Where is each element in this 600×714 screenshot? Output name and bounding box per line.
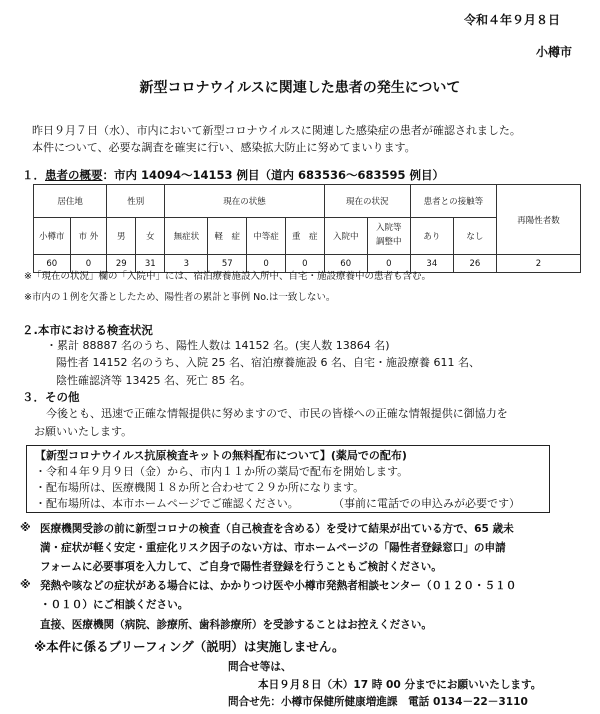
value-contact-no: 26 [453,255,496,273]
header-contact: 患者との接触等 [410,185,496,218]
notice-1-line-2: 満・症状が軽く安定・重症化リスク因子のない方は、市ホームページの「陽性者登録窓口」の申請 [40,542,506,554]
sub-header-outside-city: 市 外 [70,218,107,255]
testing-line-3: 陰性確認済等 13425 名、死亡 85 名。 [56,374,251,387]
notice-mark-2: ※ [20,578,31,591]
briefing-notice: ※本件に係るブリーフィング（説明）は実施しません。 [34,639,345,654]
sub-header-severe: 重 症 [285,218,324,255]
notice-2-line-1: 発熱や咳などの症状がある場合には、かかりつけ医や小樽市発熱者相談センター（０１２０・５１０ [40,580,517,592]
value-mild: 57 [208,255,247,273]
sub-header-contact-no: なし [453,218,496,255]
contact-deadline: 本日９月８日（木）17 時 00 分までにお願いいたします。 [258,679,542,691]
other-line-2: お願いいたします。 [34,425,133,438]
sub-header-contact-yes: あり [410,218,453,255]
issuer-name: 小樽市 [535,45,572,59]
test-kit-line-1: ・令和４年９月９日（金）から、市内１１か所の薬局で配布を開始します。 [35,465,409,478]
value-otaru: 60 [34,255,71,273]
value-severe: 0 [285,255,324,273]
section-2-heading: ２.本市における検査状況 [22,323,153,337]
notice-1-line-3: フォームに必要事項を入力して、ご自身で陽性者登録を行うこともご検討ください。 [40,561,442,573]
contact-intro: 問合せ等は、 [228,661,292,673]
other-line-1: 今後とも、迅速で正確な情報提供に努めますので、市民の皆様への正確な情報提供に御協力を [46,407,508,420]
testing-line-2: 陽性者 14152 名のうち、入院 25 名、宿泊療養施設 6 名、自宅・施設療養 611 名、 [56,356,480,369]
notice-1-line-1: 医療機関受診の前に新型コロナの検査（自己検査を含める）を受けて結果が出ている方で、65 歳未 [40,523,514,535]
header-residence: 居住地 [34,185,107,218]
header-current-condition: 現在の状態 [165,185,324,218]
value-hospitalized: 60 [324,255,367,273]
table-note-2: ※市内の１例を欠番としたため、陽性者の累計と事例 No.は一致しない。 [24,292,336,303]
value-moderate: 0 [247,255,286,273]
notice-mark-1: ※ [20,521,31,534]
notice-2-line-2: ・０１０）にご相談ください。 [40,599,189,611]
value-outside-city: 0 [70,255,107,273]
test-kit-notice-box [26,445,550,513]
testing-line-1: ・累計 88887 名のうち、陽性人数は 14152 名。(実人数 13864 名) [46,339,390,352]
section-1-label: 患者の概要 [45,168,103,182]
document-title: 新型コロナウイルスに関連した患者の発生について [139,80,461,96]
intro-line-1: 昨日９月７日（水）、市内において新型コロナウイルスに関連した感染症の患者が確認されました。 [32,124,521,137]
sub-header-moderate: 中等症 [247,218,286,255]
value-adjusting: 0 [367,255,410,273]
sub-header-otaru: 小樽市 [34,218,71,255]
header-sex: 性別 [107,185,165,218]
value-repositive: 2 [496,255,580,273]
value-female: 31 [136,255,165,273]
intro-line-2: 本件について、必要な調査を確実に行い、感染拡大防止に努めてまいります。 [32,141,416,154]
table-note-1: ※「現在の状況」欄の「入院中」には、宿泊療養施設入所中、自宅・施設療養中の患者も含む。 [24,271,431,282]
sub-header-mild: 軽 症 [208,218,247,255]
sub-header-hospitalized: 入院中 [324,218,367,255]
header-current-status: 現在の状況 [324,185,410,218]
test-kit-line-3-note: （事前に電話での申込みが必要です） [333,497,520,510]
value-contact-yes: 34 [410,255,453,273]
section-1-number: １． [22,168,45,182]
document-date: 令和４年９月８日 [463,13,560,27]
value-asymptomatic: 3 [165,255,208,273]
contact-details: 問合せ先：小樽市保健所健康増進課 電話 0134－22－3110 [228,696,528,708]
patient-summary-table [33,184,581,273]
table-group-header-row [34,185,581,218]
test-kit-line-3: ・配布場所は、本市ホームページでご確認ください。 [35,497,299,510]
sub-header-female: 女 [136,218,165,255]
value-male: 29 [107,255,136,273]
section-1-heading [22,167,444,183]
test-kit-title: 【新型コロナウイルス抗原検査キットの無料配布について】(薬局での配布) [35,449,407,462]
notice-2-line-3: 直接、医療機関（病院、診療所、歯科診療所）を受診することはお控えください。 [40,619,432,631]
header-repositive: 再陽性者数 [496,185,580,255]
sub-header-asymptomatic: 無症状 [165,218,208,255]
sub-header-male: 男 [107,218,136,255]
test-kit-line-2: ・配布場所は、医療機関１８か所と合わせて２９か所になります。 [35,481,365,494]
section-1-detail: ：市内 14094～14153 例目（道内 683536～683595 例目） [102,168,445,182]
section-3-heading: ３．その他 [22,390,80,404]
sub-header-adjusting: 入院等 調整中 [367,218,410,255]
